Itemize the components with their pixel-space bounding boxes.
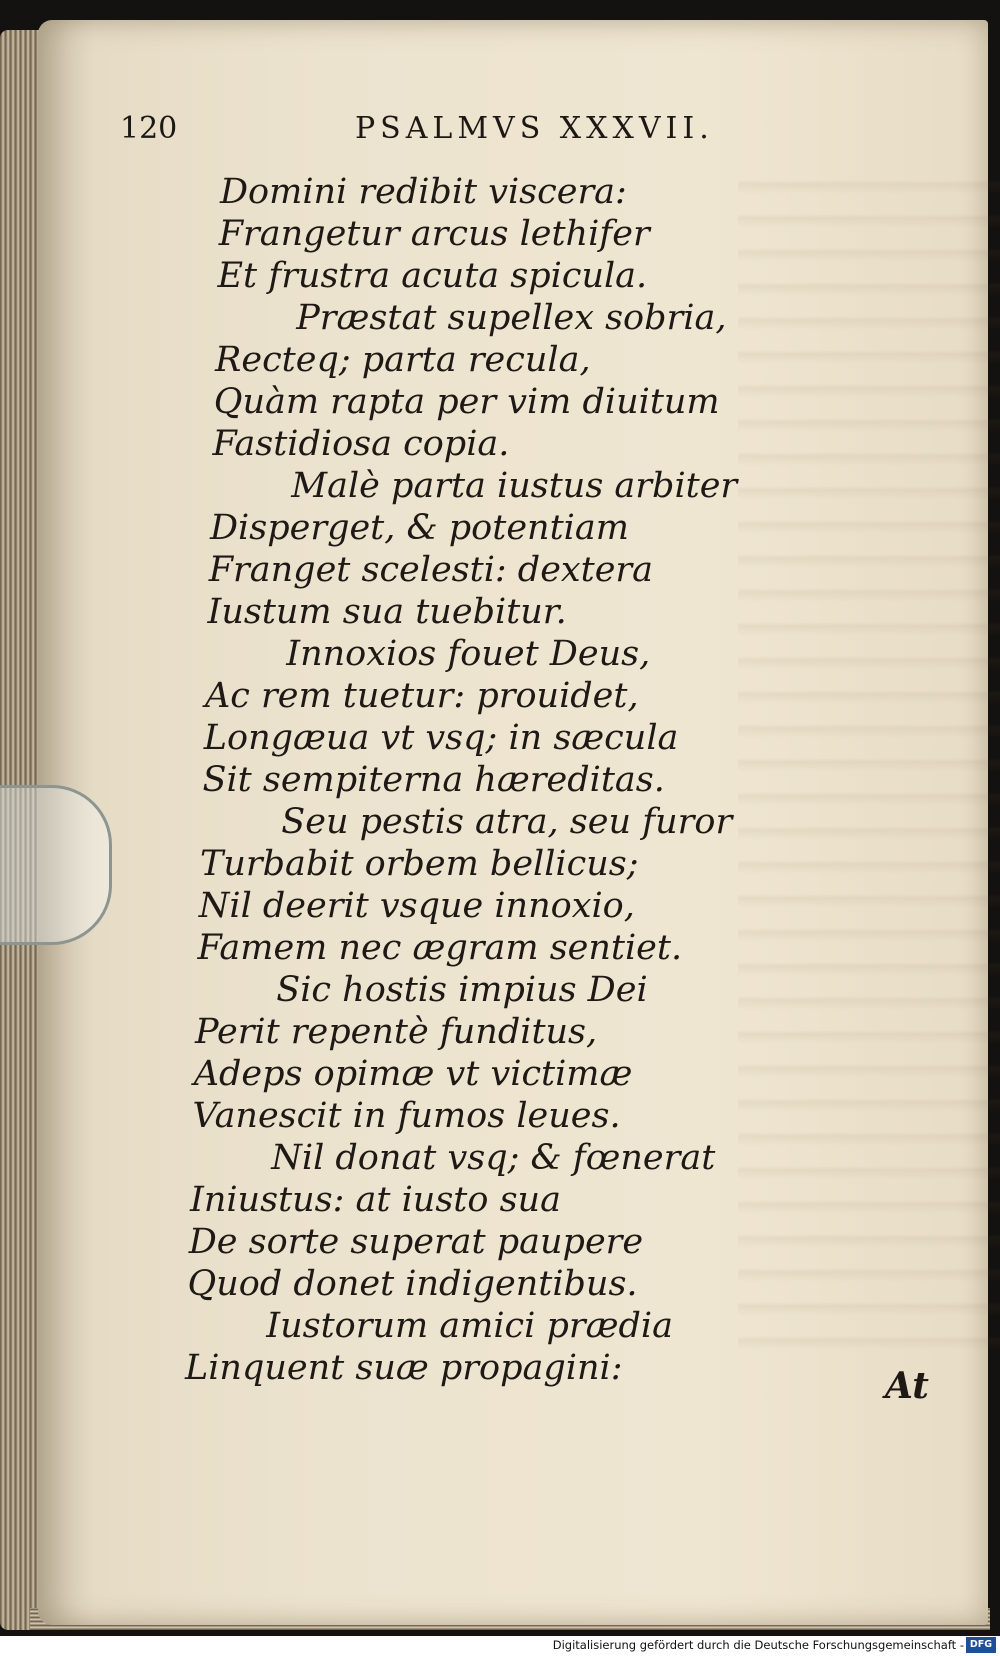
- verse-line: Fastidiosa copia.: [212, 424, 510, 464]
- verse-line: Turbabit orbem bellicus;: [200, 844, 639, 884]
- verse-line: Perit repentè funditus,: [195, 1012, 598, 1052]
- verse-line: Et frustra acuta spicula.: [217, 256, 648, 296]
- verse-line: Franget scelesti: dextera: [208, 550, 654, 590]
- verse-line: Sic hostis impius Dei: [276, 970, 648, 1010]
- footer-credit: Digitalisierung gefördert durch die Deutsche Forschungsgemeinschaft -: [552, 1638, 964, 1652]
- verse-line: Adeps opimæ vt victimæ: [193, 1054, 633, 1094]
- page-header: [120, 105, 780, 155]
- verse-line: Iustorum amici prædia: [266, 1306, 673, 1346]
- dfg-logo: DFG: [966, 1637, 996, 1653]
- verse-line: Vanescit in fumos leues.: [192, 1096, 621, 1136]
- verse-line: Quàm rapta per vim diuitum: [213, 382, 720, 422]
- verse-line: Iustum sua tuebitur.: [207, 592, 567, 632]
- verse-line: Domini redibit viscera:: [220, 172, 627, 212]
- verse-line: De sorte superat paupere: [188, 1222, 644, 1262]
- verse-line: Famem nec ægram sentiet.: [197, 928, 683, 968]
- verse-line: Frangetur arcus lethifer: [218, 214, 650, 254]
- verse-line: Ac rem tuetur: prouidet,: [205, 676, 639, 716]
- page-number: 120: [120, 111, 178, 146]
- verse-line: Linquent suæ propagini:: [185, 1348, 623, 1388]
- footer-bar: [0, 1636, 1000, 1656]
- verse-line: Nil deerit vsque innoxio,: [198, 886, 635, 926]
- verse-line: Longæua vt vsq; in sæcula: [203, 718, 679, 758]
- verse-line: Quod donet indigentibus.: [187, 1264, 638, 1304]
- verse-line: Iniustus: at iusto sua: [190, 1180, 561, 1220]
- catchword: At: [885, 1365, 929, 1407]
- running-head: PSALMVS XXXVII.: [355, 111, 714, 146]
- verse-line: Recteq; parta recula,: [215, 340, 591, 380]
- verse-line: Sit sempiterna hæreditas.: [202, 760, 665, 800]
- verse-line: Seu pestis atra, seu furor: [281, 802, 733, 842]
- verse-line: Disperget, & potentiam: [210, 508, 629, 548]
- page-clip: [0, 785, 112, 945]
- verse-line: Innoxios fouet Deus,: [286, 634, 651, 674]
- bleed-through-text: [738, 160, 1000, 1360]
- verse-line: Præstat supellex sobria,: [296, 298, 727, 338]
- verse-line: Nil donat vsq; & fœnerat: [271, 1138, 716, 1178]
- verse-line: Malè parta iustus arbiter: [291, 466, 738, 506]
